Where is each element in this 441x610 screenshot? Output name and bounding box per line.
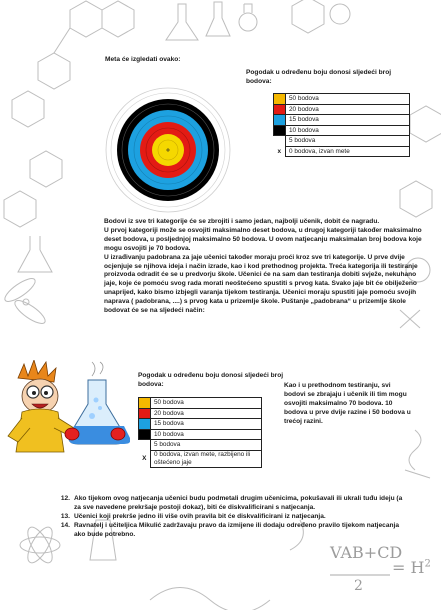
legend1-label: 10 bodova: [286, 125, 410, 136]
archery-target-image: [105, 87, 231, 213]
rule-item: [56, 495, 406, 513]
legend1-row: [274, 94, 410, 105]
formula-scribble: [330, 543, 402, 562]
legend2-label: 50 bodova: [151, 398, 262, 409]
legend1-label: 20 bodova: [286, 104, 410, 115]
legend2-row: [139, 419, 262, 430]
rules-paragraph: U prvoj kategoriji može se osvojiti maksimalno deset bodova, u drugoj kategoriji također maksimalno deset bodova, u posljednjoj maksimalno 50 bodova. U ovom natjecanju maksimalan broj bodova koje mogu osvojiti je 70 bodova.: [104, 226, 422, 252]
swatch-yellow: [139, 398, 151, 409]
points-legend-table-2: [138, 397, 262, 468]
formula-numerator: VAB+CD: [330, 543, 403, 562]
swatch-white: [139, 440, 151, 451]
legend2-row: [139, 440, 262, 451]
rule-text: Učenici koji prekrše jedno ili više ovih pravila bit će diskvalificirani iz natjecanja.: [74, 512, 326, 520]
rules-text: [104, 218, 422, 316]
formula-den: 2: [354, 578, 363, 594]
numbered-rules: [56, 495, 406, 540]
legend1-label: 15 bodova: [286, 115, 410, 126]
legend2-row: [139, 408, 262, 419]
legend1-row: [274, 146, 410, 157]
legend2-label: 10 bodova: [151, 429, 262, 440]
legend1-label: 50 bodova: [286, 94, 410, 105]
rule-text: Ravnatelj i učiteljica Mikulić zadržavaju pravo da izmijene ili dodaju određeno pravilo tijekom natjecanja ako bude potrebno.: [74, 521, 400, 538]
legend2-label: 20 bodova: [151, 408, 262, 419]
legend2-label: 0 bodova, izvan mete, razbijeno ili oštećeno jaje: [151, 450, 262, 467]
swatch-red: [139, 408, 151, 419]
intro-heading: Meta će izgledati ovako:: [105, 56, 181, 63]
formula-equals: [392, 558, 431, 577]
scientist-cartoon-image: [0, 360, 130, 460]
rule-item: [56, 522, 406, 540]
miss-mark: X: [142, 455, 147, 463]
legend2-label: 15 bodova: [151, 419, 262, 430]
legend1-row: [274, 125, 410, 136]
legend2-row: [139, 398, 262, 409]
legend1-title: Pogodak u određenu boju donosi sljedeći broj bodova:: [246, 69, 392, 85]
legend1-row: [274, 115, 410, 126]
legend2-row: [139, 450, 262, 467]
legend1-label: 0 bodova, izvan mete: [286, 146, 410, 157]
swatch-red: [274, 104, 286, 115]
rule-item: [56, 513, 406, 522]
rule-number: 13.: [60, 512, 70, 520]
formula-exp: 2: [424, 558, 431, 570]
legend2-title: Pogodak u određenu boju donosi sljedeći broj bodova:: [138, 372, 284, 388]
formula-eq: = H: [392, 558, 425, 577]
legend2-row: [139, 429, 262, 440]
swatch-blue: [139, 419, 151, 430]
rules-paragraph: Bodovi iz sve tri kategorije će se zbrojiti i samo jedan, najbolji učenik, dobit će nagradu.: [104, 218, 380, 225]
legend1-label: 5 bodova: [286, 136, 410, 147]
swatch-black: [139, 429, 151, 440]
rules-paragraph: U izrađivanju padobrana za jaje učenici također moraju proći kroz sve tri kategorije. U prve dvije ocjenjuje se njihova ideja i način izrade, kao i kod prethodnog projekta. Treća kategorija ili testiranje proizvoda odradit će se u predvorju škole. Učenici će na sam dan testiranja dobiti svježe, nekuhano jaje, koje će pomoću svog rada morati neoštećeno spustiti s prvog kata. Svako jaje bit će obilježeno unaprijed, kako bismo izbjegli varanja tijekom testiranja. Učenici moraju spustiti jaje pomoću svojih naprava ( padobrana, ....) s prvog kata u prizemlje škole. Puštanje „padobrana“ u prizemlje škole bodovat će se na sljedeći način:: [104, 253, 418, 315]
formula-denominator: [354, 578, 363, 594]
swatch-white: [274, 136, 286, 147]
rule-text: Ako tijekom ovog natjecanja učenici budu podmetali drugim učenicima, pokušavali ili ukrali tuđu ideju (a za sve navedene prekršaje postoji dokaz), biti će diskvalificirani s natjecanja.: [74, 495, 403, 511]
legend1-row: [274, 136, 410, 147]
legend1-row: [274, 104, 410, 115]
legend2-label: 5 bodova: [151, 440, 262, 451]
swatch-blue: [274, 115, 286, 126]
miss-mark: x: [277, 147, 282, 155]
rule-number: 14.: [60, 521, 70, 529]
points-legend-table-1: [273, 93, 410, 157]
swatch-yellow: [274, 94, 286, 105]
scoring-note: Kao i u prethodnom testiranju, svi bodovi se zbrajaju i učenik ili tim mogu osvojiti maksimalno 70 bodova. 10 bodova u prve dvije razine i 50 bodova u trećoj razini.: [284, 382, 411, 425]
rule-number: 12.: [60, 495, 70, 502]
swatch-black: [274, 125, 286, 136]
